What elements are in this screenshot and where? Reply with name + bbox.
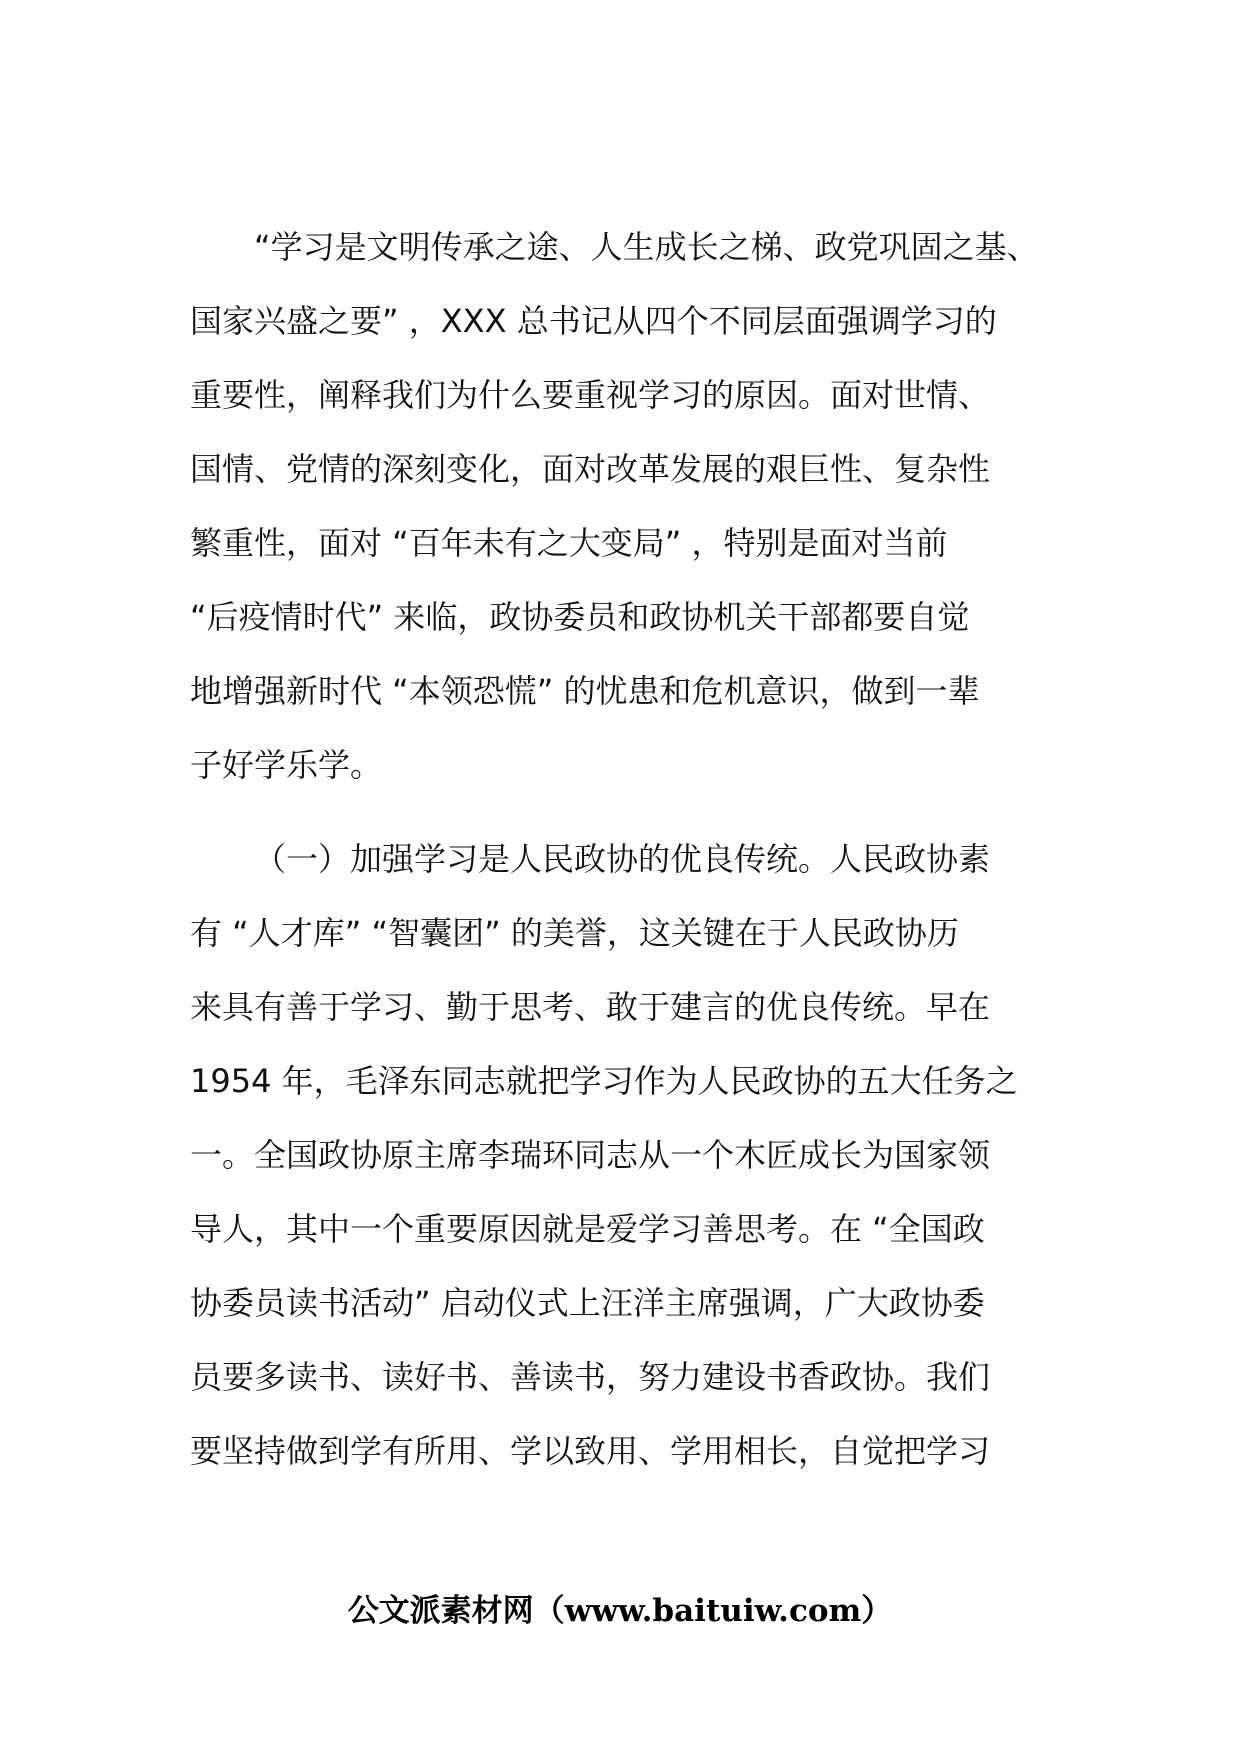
paragraph-line: 子好学乐学。: [190, 746, 383, 784]
paragraph-2: [190, 822, 1060, 1488]
paragraph-line: 协委员读书活动” 启动仪式上汪洋主席强调，广大政协委: [190, 1284, 985, 1322]
paragraph-gap: [190, 802, 1060, 822]
paragraph-line: 国家兴盛之要” ，XXX 总书记从四个不同层面强调学习的: [190, 302, 997, 340]
paragraph-line: 导人，其中一个重要原因就是爱学习善思考。在 “全国政: [190, 1210, 985, 1248]
paragraph-line: 重要性，阐释我们为什么要重视学习的原因。面对世情、: [190, 376, 991, 414]
page-footer: 公文派素材网（www.baituiw.com）: [347, 1593, 893, 1629]
paragraph-line: “后疫情时代” 来临，政协委员和政协机关干部都要自觉: [190, 598, 970, 636]
paragraph-line: 繁重性，面对 “百年未有之大变局” ，特别是面对当前: [190, 524, 948, 562]
paragraph-line: 要坚持做到学有所用、学以致用、学用相长，自觉把学习: [190, 1432, 991, 1470]
paragraph-line: 国情、党情的深刻变化，面对改革发展的艰巨性、复杂性: [190, 450, 991, 488]
paragraph-line: 员要多读书、读好书、善读书，努力建设书香政协。我们: [190, 1358, 991, 1396]
paragraph-line: 一。全国政协原主席李瑞环同志从一个木匠成长为国家领: [190, 1136, 991, 1174]
paragraph-line: 1954 年，毛泽东同志就把学习作为人民政协的五大任务之: [190, 1062, 1018, 1100]
paragraph-line: 地增强新时代 “本领恐慌” 的忧患和危机意识，做到一辈: [190, 672, 980, 710]
paragraph-1: [190, 210, 1060, 802]
paragraph-line: 有 “人才库” “智囊团” 的美誉，这关键在于人民政协历: [190, 914, 959, 952]
document-body: [190, 210, 1060, 1488]
paragraph-line: （一）加强学习是人民政协的优良传统。人民政协素: [254, 840, 991, 878]
paragraph-line: “学习是文明传承之途、人生成长之梯、政党巩固之基、: [254, 228, 1039, 266]
paragraph-line: 来具有善于学习、勤于思考、敢于建言的优良传统。早在: [190, 988, 991, 1026]
